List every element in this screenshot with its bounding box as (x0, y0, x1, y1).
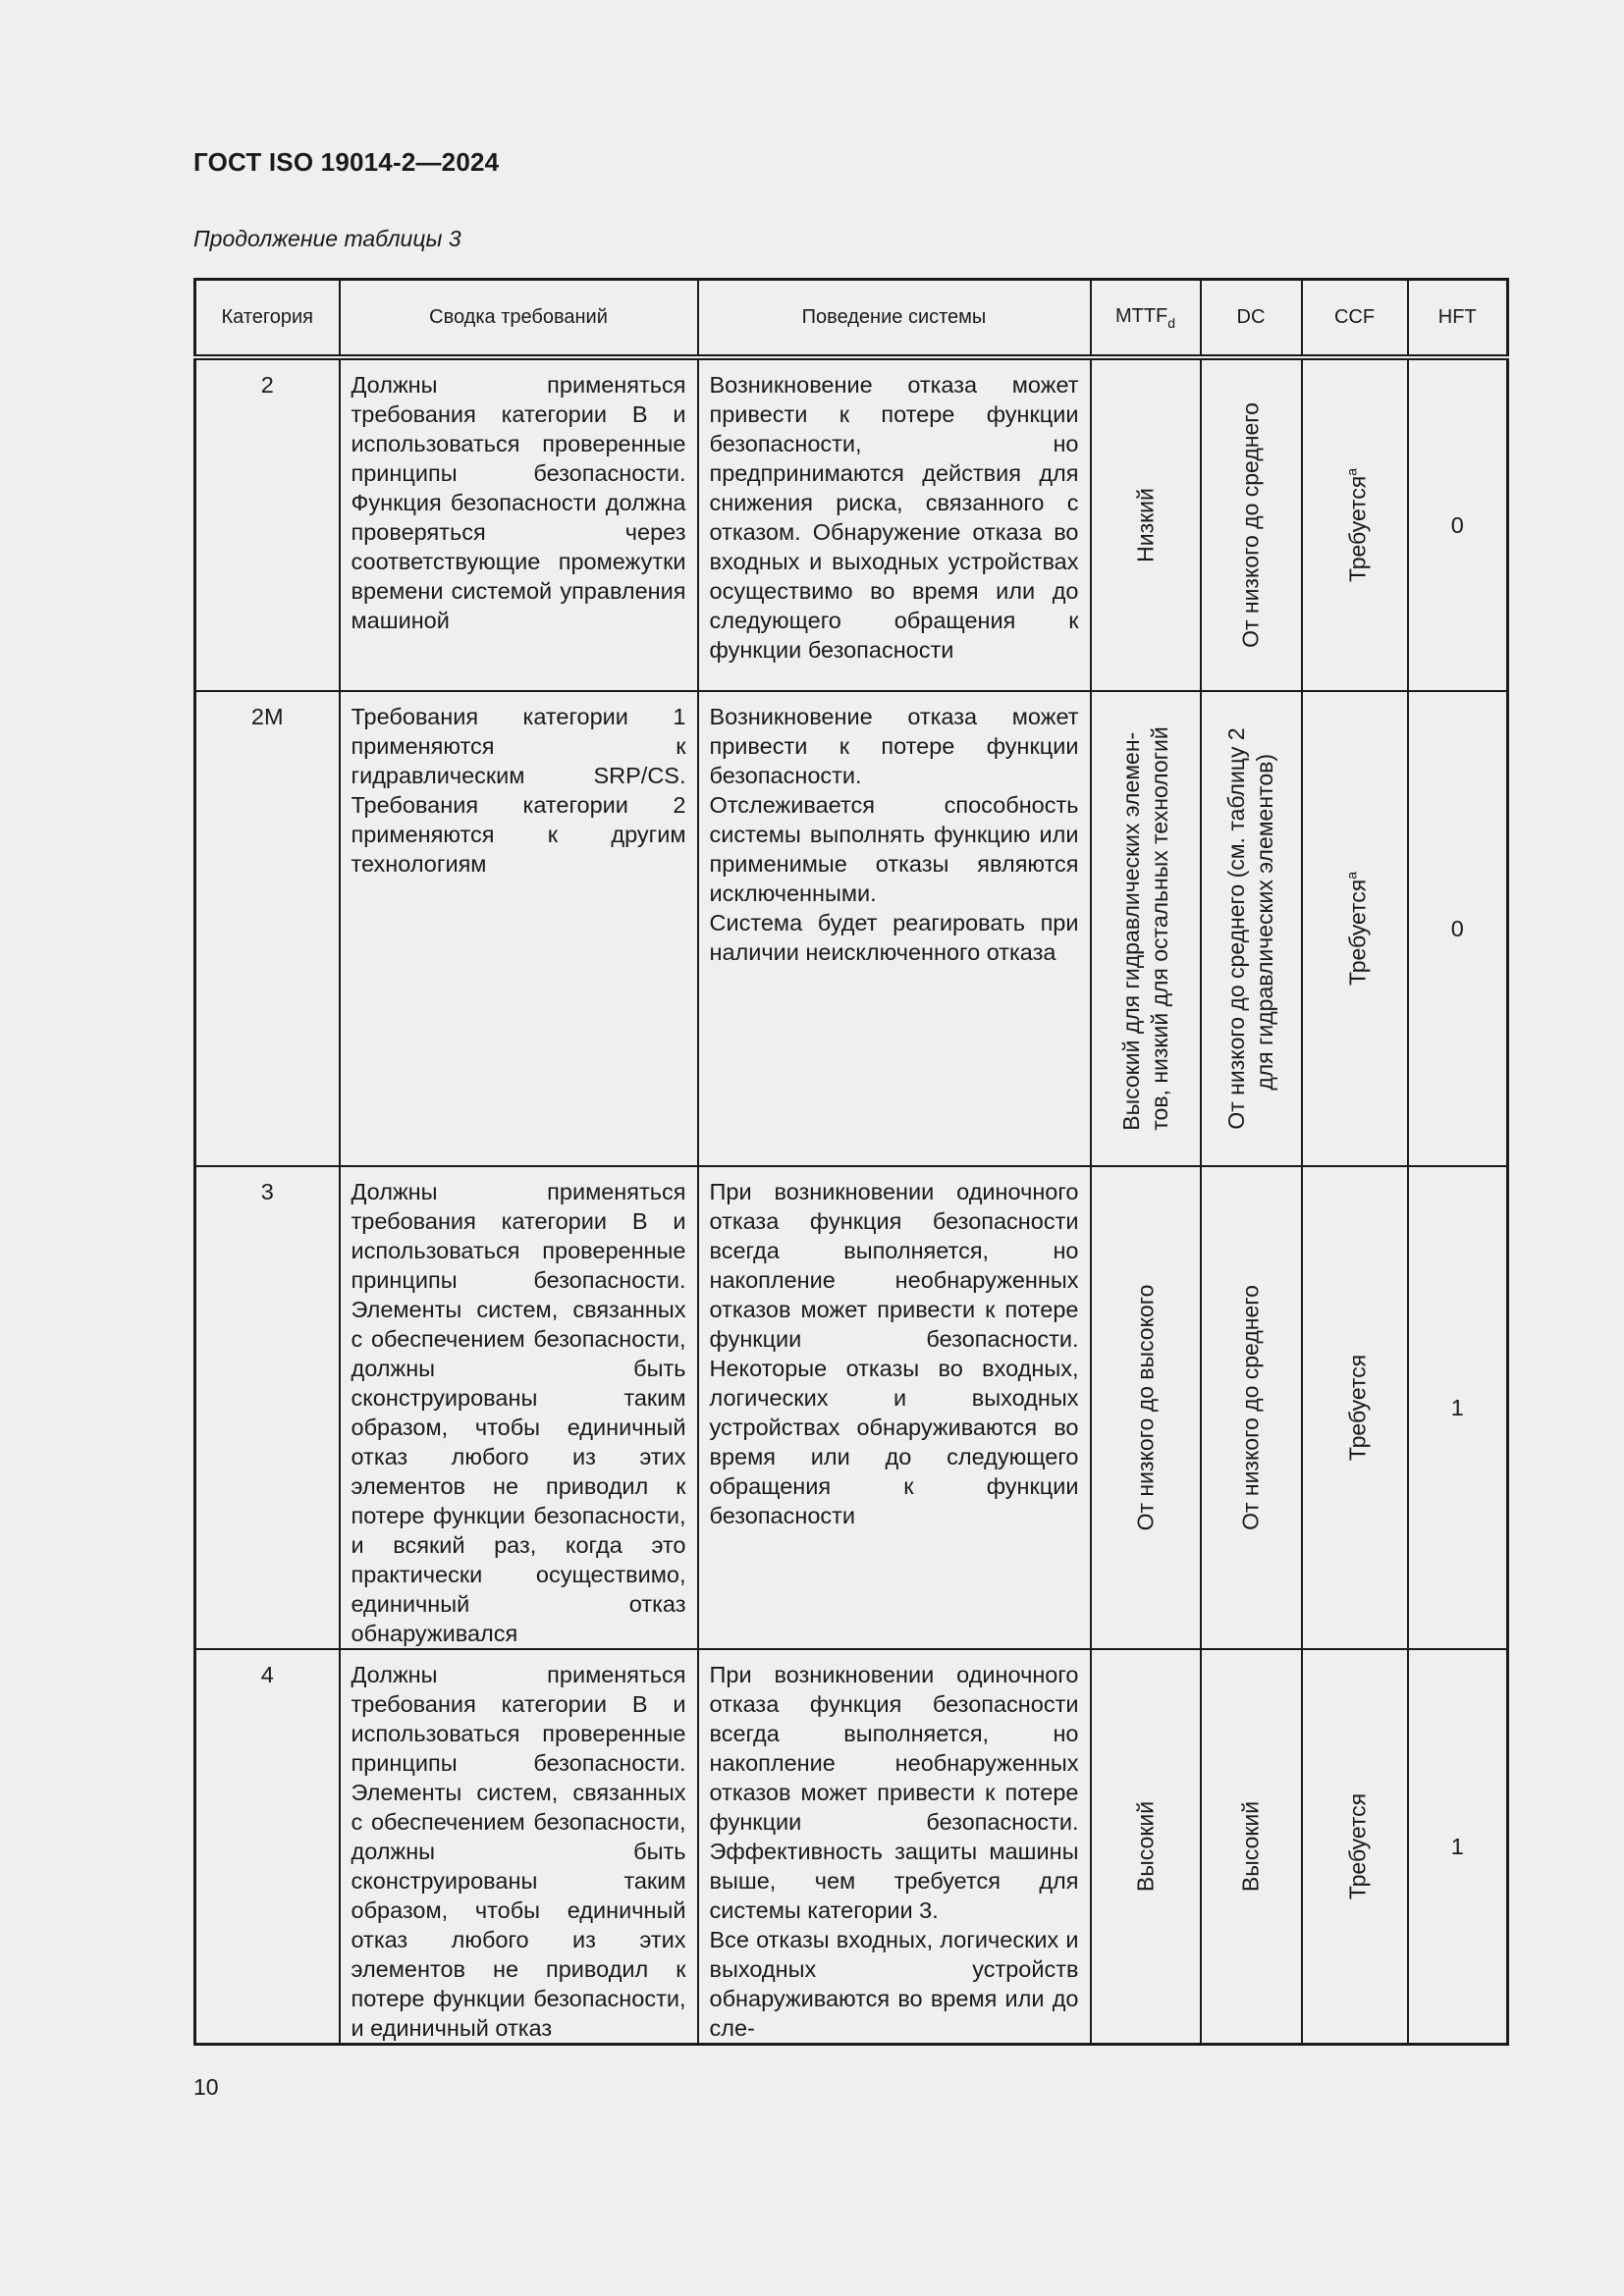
category-cell: 3 (195, 1166, 340, 1649)
category-cell: 2 (195, 357, 340, 691)
mttf-line: Низкий (1132, 488, 1158, 562)
hft-cell: 1 (1408, 1649, 1508, 2045)
behavior-paragraph: Возникновение отказа может привести к потере функции безопасности, но предпринимаются действия для снижения риска, связанного с отказом. Обнаружение отказа во входных и выходных устройствах осуществимо во время или до следующего обращения к функции безопасности (709, 372, 1079, 663)
header-ccf: CCF (1302, 280, 1408, 358)
dc-line: От низкого до среднего (см. таблицу 2 (1223, 727, 1249, 1130)
hft-cell: 1 (1408, 1166, 1508, 1649)
ccf-value: Требуется (1344, 475, 1370, 583)
mttf-line: Высокий (1132, 1800, 1158, 1893)
behavior-paragraph: При возникновении одиночного отказа функция безопасности всегда выполняется, но накопление необнаруженных отказов может привести к потере функции безопасности. Эффективность защиты машины выше, чем требуется для системы категории 3. (709, 1662, 1079, 1923)
summary-cell: Требования категории 1 применяются к гидравлическим SRP/CS. Требования категории 2 применяются к другим технологиям (340, 691, 698, 1166)
category-cell: 4 (195, 1649, 340, 2045)
page-number: 10 (193, 2074, 219, 2100)
summary-cell: Должны применяться требования категории В и использоваться проверенные принципы безопасности. Элементы систем, связанных с обеспечением безопасности, должны быть сконструированы таким образом, чтобы единичный отказ любого из этих элементов не приводил к потере функции безопасности, и всякий раз, когда это практически осуществимо, единичный отказ обнаруживался (340, 1166, 698, 1649)
ccf-cell (1302, 357, 1408, 691)
dc-line: для гидравлических элементов) (1252, 754, 1277, 1091)
behavior-cell (698, 1649, 1091, 2045)
table-row (195, 1166, 1508, 1649)
behavior-cell (698, 691, 1091, 1166)
footnote-marker: a (1343, 871, 1359, 880)
behavior-paragraph: Система будет реагировать при наличии неисключенного отказа (709, 910, 1079, 965)
mttf-cell (1091, 691, 1201, 1166)
table-header-row (195, 280, 1508, 358)
dc-cell (1201, 1649, 1302, 2045)
ccf-cell (1302, 691, 1408, 1166)
dc-line: От низкого до среднего (1237, 402, 1264, 648)
summary-cell: Должны применяться требования категории В и использоваться проверенные принципы безопасности. Функция безопасности должна проверяться через соответствующие промежутки времени системой управления машиной (340, 357, 698, 691)
behavior-paragraph: При возникновении одиночного отказа функция безопасности всегда выполняется, но накопление необнаруженных отказов может привести к потере функции безопасности. Некоторые отказы во входных, логических и выходных устройствах обнаруживаются во время или до следующего обращения к функции безопасности (709, 1179, 1079, 1528)
header-behavior: Поведение системы (698, 280, 1091, 358)
header-hft: HFT (1408, 280, 1508, 358)
header-summary: Сводка требований (340, 280, 698, 358)
table-continuation-caption: Продолжение таблицы 3 (193, 226, 461, 251)
mttf-line: тов, низкий для остальных технологий (1146, 726, 1172, 1131)
requirements-table (193, 278, 1509, 2046)
hft-cell: 0 (1408, 357, 1508, 691)
table-row (195, 357, 1508, 691)
table-row (195, 1649, 1508, 2045)
ccf-value: Требуется (1344, 879, 1370, 987)
mttf-line: Высокий для гидравлических элемен- (1117, 731, 1144, 1131)
mttf-line: От низкого до высокого (1132, 1284, 1158, 1531)
dc-cell (1201, 1166, 1302, 1649)
document-title: ГОСТ ISO 19014-2—2024 (193, 147, 500, 177)
header-mttf-label: MTTF (1114, 304, 1168, 327)
hft-cell: 0 (1408, 691, 1508, 1166)
header-dc: DC (1201, 280, 1302, 358)
footnote-marker: a (1343, 467, 1359, 476)
table-row (195, 691, 1508, 1166)
ccf-cell (1302, 1649, 1408, 2045)
dc-cell (1201, 357, 1302, 691)
summary-cell: Должны применяться требования категории В и использоваться проверенные принципы безопасности. Элементы систем, связанных с обеспечением безопасности, должны быть сконструированы таким образом, чтобы единичный отказ любого из этих элементов не приводил к потере функции безопасности, и единичный отказ (340, 1649, 698, 2045)
behavior-paragraph: Отслеживается способность системы выполнять функцию или применимые отказы являются исключенными. (709, 792, 1079, 906)
ccf-value: Требуется (1344, 1354, 1370, 1462)
behavior-paragraph: Возникновение отказа может привести к потере функции безопасности. (709, 704, 1079, 788)
behavior-paragraph: Все отказы входных, логических и выходных устройств обнаруживаются во время или до сле- (709, 1927, 1079, 2041)
header-mttf-subscript: d (1167, 314, 1176, 331)
header-category: Категория (195, 280, 340, 358)
mttf-cell (1091, 1166, 1201, 1649)
behavior-cell (698, 357, 1091, 691)
ccf-cell (1302, 1166, 1408, 1649)
mttf-cell (1091, 357, 1201, 691)
dc-line: Высокий (1237, 1800, 1264, 1893)
dc-cell (1201, 691, 1302, 1166)
header-mttf (1091, 280, 1201, 358)
ccf-value: Требуется (1344, 1792, 1370, 1900)
dc-line: От низкого до среднего (1237, 1285, 1264, 1530)
category-cell: 2М (195, 691, 340, 1166)
mttf-cell (1091, 1649, 1201, 2045)
behavior-cell (698, 1166, 1091, 1649)
